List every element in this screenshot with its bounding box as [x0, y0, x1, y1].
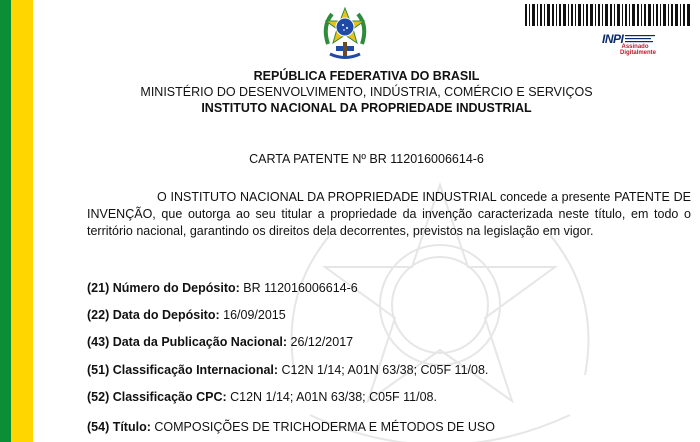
- barcode: [525, 4, 690, 26]
- inpi-logo: [602, 32, 680, 58]
- green-side-stripe: [0, 0, 11, 442]
- field-value: 26/12/2017: [290, 335, 354, 349]
- field-title: [87, 420, 495, 434]
- field-label: (43) Data da Publicação Nacional:: [87, 335, 288, 349]
- republic-heading: REPÚBLICA FEDERATIVA DO BRASIL: [253, 69, 480, 83]
- field-label: (21) Número do Depósito:: [87, 281, 240, 295]
- digital-signature-stamp: Assinado Digitalmente: [620, 44, 657, 56]
- inpi-mark-icon: [625, 34, 655, 44]
- field-value: 16/09/2015: [223, 308, 286, 322]
- field-cpc-classification: [87, 390, 437, 404]
- field-label: (22) Data do Depósito:: [87, 308, 220, 322]
- field-label: (52) Classificação CPC:: [87, 390, 227, 404]
- field-international-classification: [87, 363, 488, 377]
- field-label: (54) Título:: [87, 420, 151, 434]
- field-publication-date: [87, 335, 353, 349]
- field-value: COMPOSIÇÕES DE TRICHODERMA E MÉTODOS DE USO: [154, 420, 495, 434]
- brazil-coat-of-arms-icon: [322, 6, 368, 66]
- field-deposit-date: [87, 308, 286, 322]
- field-value: C12N 1/14; A01N 63/38; C05F 11/08.: [281, 363, 489, 377]
- intro-paragraph: O INSTITUTO NACIONAL DA PROPRIEDADE INDUSTRIAL concede a presente PATENTE DE INVENÇÃO, que outorga ao seu titular a propriedade da invenção caracterizada neste título, em todo o território nacional, garantindo os direitos dela decorrentes, previstos na legislação em vigor.: [87, 190, 691, 238]
- ministry-heading: MINISTÉRIO DO DESENVOLVIMENTO, INDÚSTRIA, COMÉRCIO E SERVIÇOS: [140, 85, 593, 99]
- field-label: (51) Classificação Internacional:: [87, 363, 279, 377]
- patent-letter-title: CARTA PATENTE Nº BR 112016006614-6: [249, 152, 484, 166]
- field-deposit-number: [87, 281, 358, 295]
- field-value: C12N 1/14; A01N 63/38; C05F 11/08.: [230, 390, 437, 404]
- institute-heading: INSTITUTO NACIONAL DA PROPRIEDADE INDUSTRIAL: [201, 101, 532, 115]
- field-value: BR 112016006614-6: [243, 281, 358, 295]
- yellow-side-stripe: [11, 0, 33, 442]
- inpi-logo-word: INPI: [602, 32, 624, 46]
